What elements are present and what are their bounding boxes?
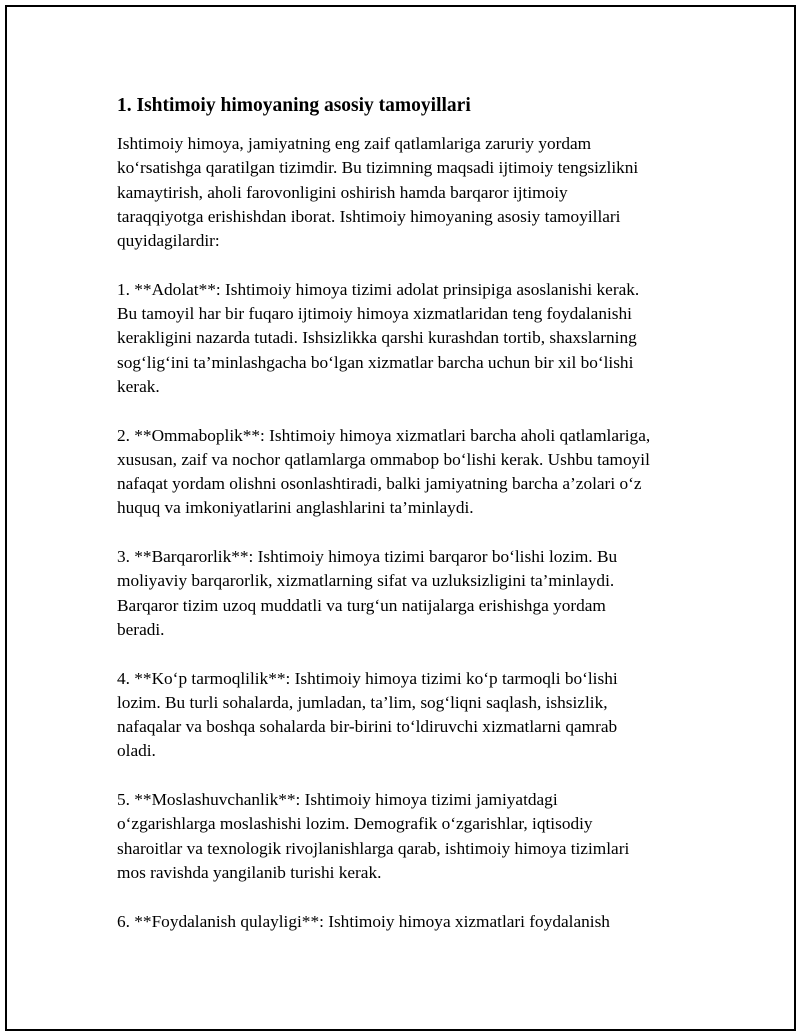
paragraph-line: Barqaror tizim uzoq muddatli va turg‘un natijalarga erishishga yordam [117,595,606,615]
paragraph-line: 6. **Foydalanish qulayligi**: Ishtimoiy himoya xizmatlari foydalanish [117,911,610,931]
paragraph-line: sog‘lig‘ini ta’minlashgacha bo‘lgan xizmatlar barcha uchun bir xil bo‘lishi [117,352,634,372]
principle-barqarorlik-paragraph [117,545,707,642]
paragraph-line: 2. **Ommaboplik**: Ishtimoiy himoya xizmatlari barcha aholi qatlamlariga, [117,425,651,445]
paragraph-line: mos ravishda yangilanib turishi kerak. [117,862,382,882]
intro-paragraph [117,132,707,253]
principle-moslashuvchanlik-paragraph [117,788,707,885]
principle-kop-tarmoqlilik-paragraph [117,667,707,764]
paragraph-line: kerakligini nazarda tutadi. Ishsizlikka qarshi kurashdan tortib, shaxslarning [117,328,637,348]
paragraph-line: huquq va imkoniyatlarini anglashlarini ta’minlaydi. [117,498,474,518]
paragraph-line: 1. **Adolat**: Ishtimoiy himoya tizimi adolat prinsipiga asoslanishi kerak. [117,279,640,299]
paragraph-line: oladi. [117,741,156,761]
paragraph-line: quyidagilardir: [117,231,220,251]
principle-adolat-paragraph [117,278,707,399]
paragraph-line: 4. **Ko‘p tarmoqlilik**: Ishtimoiy himoya tizimi ko‘p tarmoqli bo‘lishi [117,668,618,688]
paragraph-line: Ishtimoiy himoya, jamiyatning eng zaif qatlamlariga zaruriy yordam [117,134,592,153]
paragraph-line: nafaqat yordam olishni osonlashtiradi, balki jamiyatning barcha a’zolari o‘z [117,474,642,494]
principle-foydalanish-qulayligi-paragraph [117,910,707,934]
document-title: 1. Ishtimoiy himoyaning asosiy tamoyillari [117,95,471,116]
paragraph-line: Bu tamoyil har bir fuqaro ijtimoiy himoya xizmatlaridan teng foydalanishi [117,304,632,324]
paragraph-line: beradi. [117,619,165,639]
paragraph-line: moliyaviy barqarorlik, xizmatlarning sifat va uzluksizligini ta’minlaydi. [117,571,615,591]
paragraph-line: o‘zgarishlarga moslashishi lozim. Demografik o‘zgarishlar, iqtisodiy [117,814,593,834]
paragraph-line: lozim. Bu turli sohalarda, jumladan, ta’lim, sog‘liqni saqlash, ishsizlik, [117,692,608,712]
principle-ommaboplik-paragraph [117,424,707,521]
paragraph-line: 3. **Barqarorlik**: Ishtimoiy himoya tizimi barqaror bo‘lishi lozim. Bu [117,547,618,567]
paragraph-line: kerak. [117,376,160,396]
paragraph-line: xususan, zaif va nochor qatlamlarga ommabop bo‘lishi kerak. Ushbu tamoyil [117,449,650,469]
paragraph-line: sharoitlar va texnologik rivojlanishlarga qarab, ishtimoiy himoya tizimlari [117,838,630,858]
paragraph-line: kamaytirish, aholi farovonligini oshirish hamda barqaror ijtimoiy [117,182,568,202]
paragraph-line: taraqqiyotga erishishdan iborat. Ishtimoiy himoyaning asosiy tamoyillari [117,206,621,226]
document-body [117,93,707,958]
paragraph-line: 5. **Moslashuvchanlik**: Ishtimoiy himoya tizimi jamiyatdagi [117,790,558,810]
paragraph-line: ko‘rsatishga qaratilgan tizimdir. Bu tizimning maqsadi ijtimoiy tengsizlikni [117,158,639,178]
paragraph-line: nafaqalar va boshqa sohalarda bir-birini to‘ldiruvchi xizmatlarni qamrab [117,717,618,737]
